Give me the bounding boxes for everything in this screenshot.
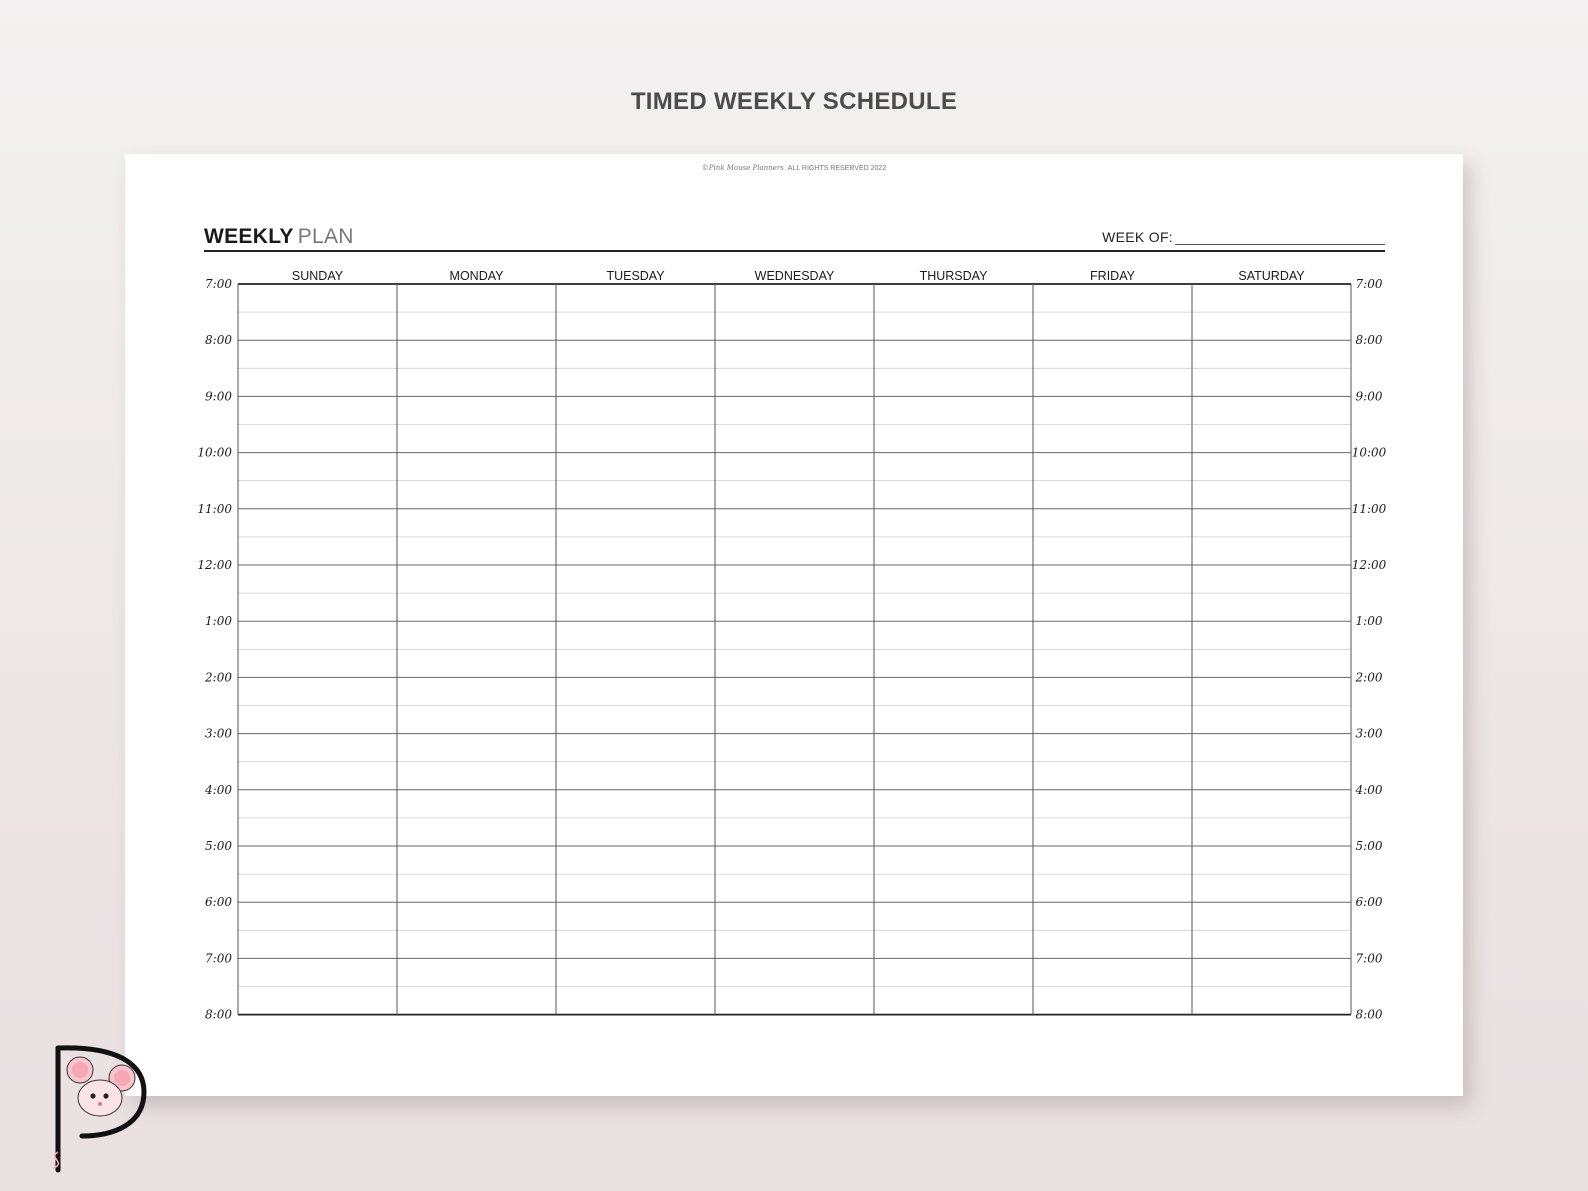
time-label-left: 8:00 bbox=[205, 333, 232, 348]
time-label-right: 1:00 bbox=[1355, 614, 1383, 629]
time-label-left: 4:00 bbox=[205, 782, 232, 797]
time-label-right: 8:00 bbox=[1355, 333, 1383, 348]
planner-title-bold: WEEKLY bbox=[204, 225, 294, 248]
day-header-wednesday: WEDNESDAY bbox=[754, 269, 835, 283]
time-label-right: 4:00 bbox=[1355, 782, 1383, 797]
time-label-left: 3:00 bbox=[205, 726, 232, 741]
copyright-brand: ©Pink Mouse Planners bbox=[701, 164, 784, 172]
time-label-left: 8:00 bbox=[205, 1007, 232, 1022]
time-label-left: 5:00 bbox=[205, 839, 232, 853]
time-label-left: 6:00 bbox=[205, 895, 232, 910]
time-label-left: 9:00 bbox=[205, 389, 232, 404]
planner-title-light: PLAN bbox=[297, 225, 354, 248]
page-heading: TIMED WEEKLY SCHEDULE bbox=[630, 88, 958, 115]
time-label-right: 7:00 bbox=[1355, 951, 1383, 966]
time-label-left: 7:00 bbox=[205, 277, 232, 291]
schedule-grid bbox=[125, 154, 1463, 1096]
day-header-thursday: THURSDAY bbox=[919, 269, 988, 283]
day-header-sunday: SUNDAY bbox=[291, 269, 344, 283]
planner-sheet bbox=[125, 154, 1463, 1096]
time-label-left: 1:00 bbox=[205, 614, 232, 629]
time-label-right: 11:00 bbox=[1351, 501, 1387, 516]
time-label-left: 2:00 bbox=[205, 670, 232, 685]
time-label-left: 11:00 bbox=[197, 501, 232, 516]
day-header-saturday: SATURDAY bbox=[1238, 269, 1305, 283]
time-label-left: 12:00 bbox=[197, 558, 232, 572]
time-label-right: 8:00 bbox=[1355, 1007, 1383, 1022]
week-of-label: WEEK OF: bbox=[1102, 229, 1173, 245]
time-label-right: 10:00 bbox=[1351, 445, 1387, 460]
day-header-monday: MONDAY bbox=[449, 269, 504, 283]
time-label-left: 7:00 bbox=[205, 951, 232, 966]
time-label-right: 6:00 bbox=[1355, 895, 1383, 910]
time-label-right: 7:00 bbox=[1355, 277, 1383, 291]
time-label-right: 9:00 bbox=[1355, 389, 1383, 404]
copyright-rights: ALL RIGHTS RESERVED 2022 bbox=[787, 165, 887, 172]
time-label-right: 12:00 bbox=[1351, 558, 1387, 572]
day-header-friday: FRIDAY bbox=[1090, 269, 1135, 283]
time-label-right: 3:00 bbox=[1355, 726, 1383, 741]
time-label-right: 2:00 bbox=[1355, 670, 1383, 685]
day-header-tuesday: TUESDAY bbox=[606, 269, 665, 283]
time-label-left: 10:00 bbox=[197, 445, 232, 460]
time-label-right: 5:00 bbox=[1355, 839, 1383, 853]
pink-mouse-logo-icon bbox=[44, 1040, 159, 1180]
